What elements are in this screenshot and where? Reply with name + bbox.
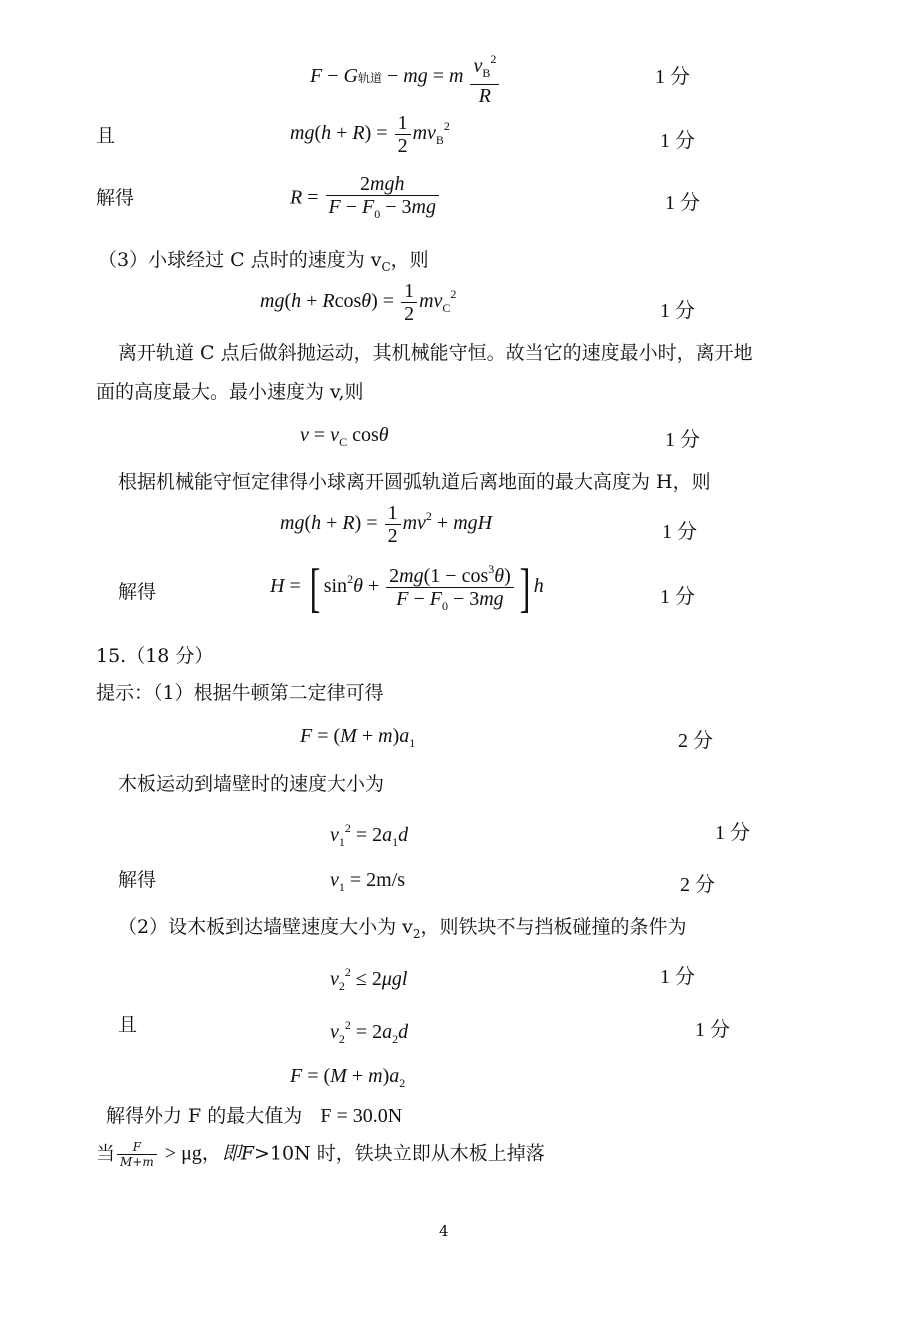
- equation-radius: R = $\frac{\text{2mgh}}{F - F_0 - 3mg}$: [290, 173, 441, 225]
- equation-max-height: H = [ $\sin^2\theta$ + $\frac{2mg(1 - \cos^3\theta)}{F - F_0 - 3mg}$ ] h: [270, 557, 544, 618]
- equation-track-force: F − G轨道 − mg = m $\frac{v_B^2}{R}$: [310, 48, 501, 107]
- max-force-value: F = 30.0N: [320, 1105, 403, 1127]
- score: 2 分: [680, 874, 715, 896]
- section3-text1-line2: 面的高度最大。最小速度为 v,则: [96, 381, 364, 403]
- text-max-force: 解得外力 F 的最大值为 F = 30.0N: [106, 1105, 403, 1127]
- equation-v1-squared: $v_1^2 = 2a_1d$: [330, 821, 409, 849]
- label-jiede: 解得: [96, 187, 135, 209]
- page-number: 4: [439, 1222, 449, 1240]
- text-speed-at-wall: 木板运动到墙壁时的速度大小为: [118, 773, 385, 795]
- score: 1 分: [665, 192, 700, 214]
- equation-v1-value: $v_1 = 2m/s$: [330, 869, 406, 894]
- label-qie: 且: [96, 125, 116, 147]
- section3-text2: 根据机械能守恒定律得小球离开圆弧轨道后离地面的最大高度为 H，则: [118, 471, 711, 493]
- score: 1 分: [655, 66, 690, 88]
- question-15-part2: （2）设木板到达墙壁速度大小为 $v_2$，则铁块不与挡板碰撞的条件为: [118, 916, 687, 941]
- equation-energy-b: mg(h + R) = $\frac{1}{2}$ $mv_B^2$: [290, 112, 450, 157]
- label-qie: 且: [118, 1014, 138, 1036]
- equation-v2-squared: $v_2^2 = 2a_2d$: [330, 1018, 409, 1046]
- section3-intro: （3）小球经过 C 点时的速度为 $v_C$，则: [98, 249, 429, 274]
- score: 1 分: [662, 521, 697, 543]
- score: 2 分: [678, 730, 713, 752]
- label-jiede: 解得: [118, 581, 157, 603]
- section3-text1-line1: 离开轨道 C 点后做斜抛运动，其机械能守恒。故当它的速度最小时，离开地: [118, 342, 753, 364]
- question-15-hint: 提示：（1）根据牛顿第二定律可得: [96, 682, 384, 704]
- equation-newton-a2: $F = (M + m)a_2$: [290, 1065, 406, 1090]
- score: 1 分: [715, 822, 750, 844]
- label-jiede: 解得: [118, 869, 157, 891]
- text-fall-condition: 当 $\frac{F}{M+m}$ > μg，即F>10N 时，铁块立即从木板上掉落: [96, 1140, 545, 1169]
- score: 1 分: [665, 429, 700, 451]
- equation-no-collision: $v_2^2 \le 2\mu gl$: [330, 965, 408, 993]
- score: 1 分: [660, 300, 695, 322]
- equation-min-speed: $v = v_C$ cosθ: [300, 424, 389, 449]
- equation-max-height-energy: mg(h + R) = $\frac{1}{2}$ $mv^2$ + mgH: [280, 502, 493, 547]
- score: 1 分: [695, 1019, 730, 1041]
- score: 1 分: [660, 586, 695, 608]
- score: 1 分: [660, 130, 695, 152]
- equation-energy-c: mg(h + Rcosθ) = $\frac{1}{2}$ $mv_C^2$: [260, 280, 457, 325]
- equation-newton-second: $F = (M + m)a_1$: [300, 725, 416, 750]
- score: 1 分: [660, 966, 695, 988]
- question-15-heading: 15.（18 分）: [96, 645, 214, 667]
